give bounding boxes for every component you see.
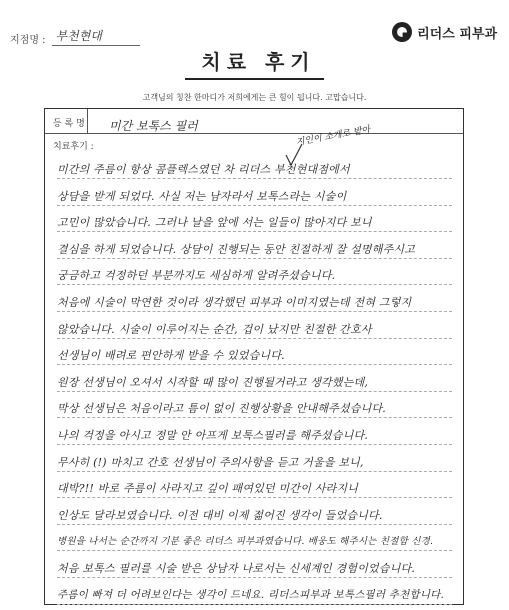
- review-line: 나의 걱정을 아시고 정말 안 아프게 보톡스필러를 해주셨습니다.: [57, 429, 369, 442]
- ruled-line: [57, 417, 452, 418]
- ruled-line: [57, 231, 452, 232]
- registration-value: 미간 보톡스 필러: [109, 119, 198, 133]
- review-line: 고민이 많았습니다. 그러나 날을 앞에 서는 일들이 많아지다 보니: [57, 216, 372, 230]
- review-line: 주름이 빠져 더 어려보인다는 생각이 드네요. 리더스피부과 보톡스필러 추천합니다.: [57, 588, 445, 601]
- ruled-line: [57, 178, 452, 179]
- logo-mark-icon: [392, 22, 412, 42]
- review-line: 않았습니다. 시술이 이루어지는 순간, 겁이 났지만 친절한 간호사: [57, 322, 372, 336]
- ruled-line: [57, 604, 452, 605]
- review-line: 병원을 나서는 순간까지 기분 좋은 리더스 피부과였습니다. 배웅도 해주시는 친절함 신경.: [57, 536, 434, 548]
- ruled-line: [57, 258, 452, 259]
- review-line: 미간의 주름이 항상 콤플렉스였던 차 리더스 부천현대점에서: [57, 163, 350, 176]
- review-line: 원장 선생님이 오셔서 시작할 때 많이 진행될거라고 생각했는데,: [57, 375, 369, 389]
- review-form: [44, 108, 464, 605]
- registration-rule: [45, 133, 463, 134]
- review-line: 선생님이 배려로 편안하게 받을 수 있었습니다.: [57, 349, 285, 363]
- ruled-line: [57, 444, 452, 445]
- review-line: 처음에 시술이 막연한 것이라 생각했던 피부과 이미지였는데 전혀 그렇지: [57, 296, 412, 309]
- ruled-line: [57, 524, 452, 525]
- registration-divider: [87, 109, 88, 133]
- ruled-line: [57, 205, 452, 206]
- review-line: 인상도 달라보였습니다. 이전 대비 이제 젊어진 생각이 들었습니다.: [57, 508, 383, 522]
- review-line: 대박?!! 바로 주름이 사라지고 깊이 패여있던 미간이 사라지니: [57, 482, 359, 496]
- ruled-line: [57, 497, 452, 498]
- review-label: 치료후기 :: [53, 142, 94, 152]
- ruled-line: [57, 284, 452, 285]
- review-line: 무사히 (!) 마치고 간호 선생님이 주의사항을 듣고 거울을 보니,: [57, 455, 364, 469]
- page-title-wrap: [0, 44, 509, 80]
- review-line: 막상 선생님은 처음이라고 틈이 없이 진행상황을 안내해주셨습니다.: [57, 402, 387, 416]
- ruled-line: [57, 471, 452, 472]
- ruled-line: [57, 391, 452, 392]
- registration-label: 등 록 명: [53, 119, 85, 129]
- branch-label: 지점명 :: [10, 35, 46, 46]
- review-line: 궁금하고 걱정하던 부분까지도 세심하게 알려주셨습니다.: [57, 269, 336, 283]
- page-title: 치료 후기: [185, 44, 323, 80]
- ruled-line: [57, 338, 452, 339]
- branch-value: 부천현대: [52, 27, 140, 46]
- ruled-line: [57, 550, 452, 551]
- review-line: 상담을 받게 되었다. 사실 저는 남자라서 보톡스라는 시술이: [57, 189, 347, 203]
- logo-text: 리더스 피부과: [417, 26, 497, 42]
- ruled-line: [57, 311, 452, 312]
- review-line: 처음 보톡스 필러를 시술 받은 상남자 나로서는 신세계인 경험이었습니다.: [57, 562, 416, 575]
- insert-note: 지인이 소개로 받아: [295, 125, 372, 148]
- ruled-line: [57, 577, 452, 578]
- clinic-logo: [392, 22, 497, 42]
- page-subtitle: 고객님의 칭찬 한마디가 저희에게는 큰 힘이 됩니다. 고맙습니다.: [142, 93, 367, 102]
- review-line: 결심을 하게 되었습니다. 상담이 진행되는 동안 친절하게 잘 설명해주시고: [57, 242, 416, 256]
- ruled-line: [57, 364, 452, 365]
